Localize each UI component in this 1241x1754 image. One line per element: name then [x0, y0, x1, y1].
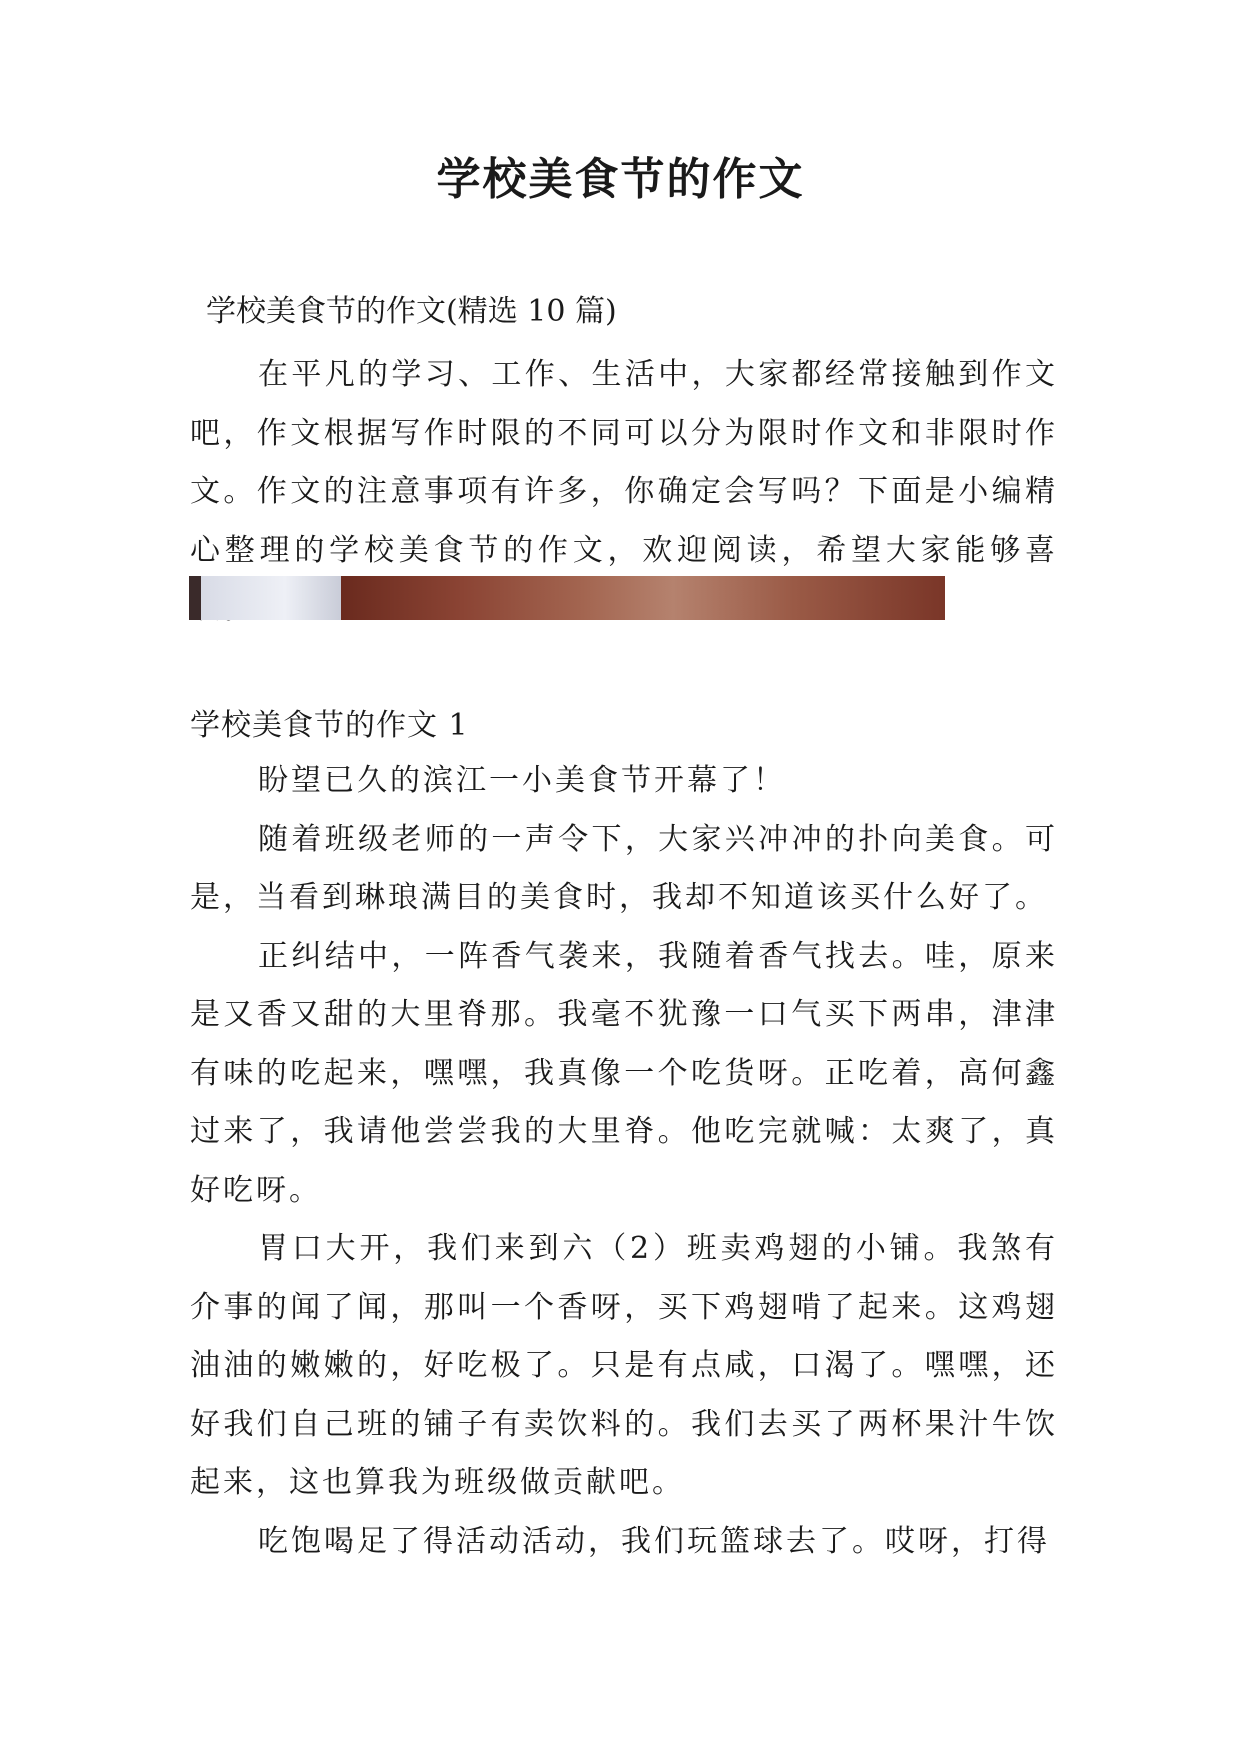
essay-paragraph: 随着班级老师的一声令下，大家兴冲冲的扑向美食。可是，当看到琳琅满目的美食时，我却不知道该买什么好了。 [190, 821, 1058, 915]
essay-paragraph: 吃饱喝足了得活动活动，我们玩篮球去了。哎呀，打得 [258, 1523, 1050, 1559]
essay-body [190, 752, 1058, 1571]
intro-paragraph: 在平凡的学习、工作、生活中，大家都经常接触到作文吧，作文根据写作时限的不同可以分为限时作文和非限时作文。作文的注意事项有许多，你确定会写吗？下面是小编精心整理的学校美食节的作文，欢迎阅读，希望大家能够喜 [190, 357, 1058, 568]
photo-edge [189, 576, 201, 620]
essay-paragraph: 盼望已久的滨江一小美食节开幕了！ [258, 763, 786, 798]
essay-paragraph: 胃口大开，我们来到六（2）班卖鸡翅的小铺。我煞有介事的闻了闻，那叫一个香呀，买下鸡翅啃了起来。这鸡翅油油的嫩嫩的，好吃极了。只是有点咸，口渴了。嘿嘿，还好我们自己班的铺子有卖饮料的。我们去买了两杯果汁牛饮起来，这也算我为班级做贡献吧。 [190, 1231, 1058, 1500]
document-subtitle: 学校美食节的作文(精选 10 篇) [206, 294, 617, 329]
food-photo-strip [189, 576, 945, 620]
photo-plate-area [201, 576, 341, 620]
photo-food-area [341, 576, 945, 620]
section-heading: 学校美食节的作文 1 [190, 708, 469, 743]
essay-paragraph: 正纠结中，一阵香气袭来，我随着香气找去。哇，原来是又香又甜的大里脊那。我毫不犹豫一口气买下两串，津津有味的吃起来，嘿嘿，我真像一个吃货呀。正吃着，高何鑫过来了，我请他尝尝我的大里脊。他吃完就喊：太爽了，真好吃呀。 [190, 938, 1058, 1208]
document-title: 学校美食节的作文 [436, 154, 805, 205]
